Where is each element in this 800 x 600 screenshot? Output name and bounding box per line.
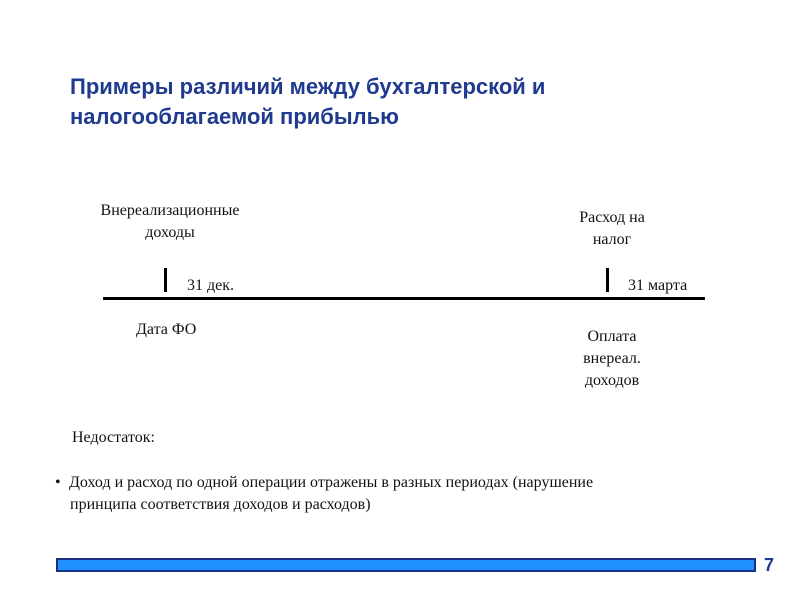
timeline-axis bbox=[103, 297, 705, 300]
label-mar-31: 31 марта bbox=[628, 277, 688, 294]
label-non-operating-income bbox=[70, 200, 270, 244]
bullet-item bbox=[55, 472, 755, 516]
label-payment-line1: Оплата bbox=[587, 328, 637, 345]
label-non-operating-income-line2: доходы bbox=[145, 224, 195, 241]
page-number: 7 bbox=[764, 555, 775, 575]
label-tax-expense-line2: налог bbox=[592, 231, 632, 248]
label-tax-expense bbox=[560, 207, 664, 251]
tick-dec-31 bbox=[164, 268, 167, 292]
label-payment-line3: доходов bbox=[584, 372, 640, 389]
tick-mar-31 bbox=[606, 268, 609, 292]
bullet-line1 bbox=[55, 472, 755, 494]
label-payment-non-operating bbox=[556, 326, 668, 392]
slide-title: Примеры различий между бухгалтерской и налогооблагаемой прибылью bbox=[70, 74, 546, 129]
bullet-text-line2: принципа соответствия доходов и расходов) bbox=[70, 496, 371, 513]
label-fs-date: Дата ФО bbox=[136, 321, 197, 338]
footer-bar bbox=[56, 558, 756, 572]
label-non-operating-income-line1: Внереализационные bbox=[100, 202, 240, 219]
label-tax-expense-line1: Расход на bbox=[579, 209, 645, 226]
label-dec-31: 31 дек. bbox=[187, 277, 235, 294]
bullet-text-line1: Доход и расход по одной операции отражены в разных периодах (нарушение bbox=[69, 474, 594, 491]
bullet-dot: • bbox=[55, 474, 61, 491]
drawback-label: Недостаток: bbox=[72, 429, 155, 446]
label-payment-line2: внереал. bbox=[583, 350, 641, 367]
